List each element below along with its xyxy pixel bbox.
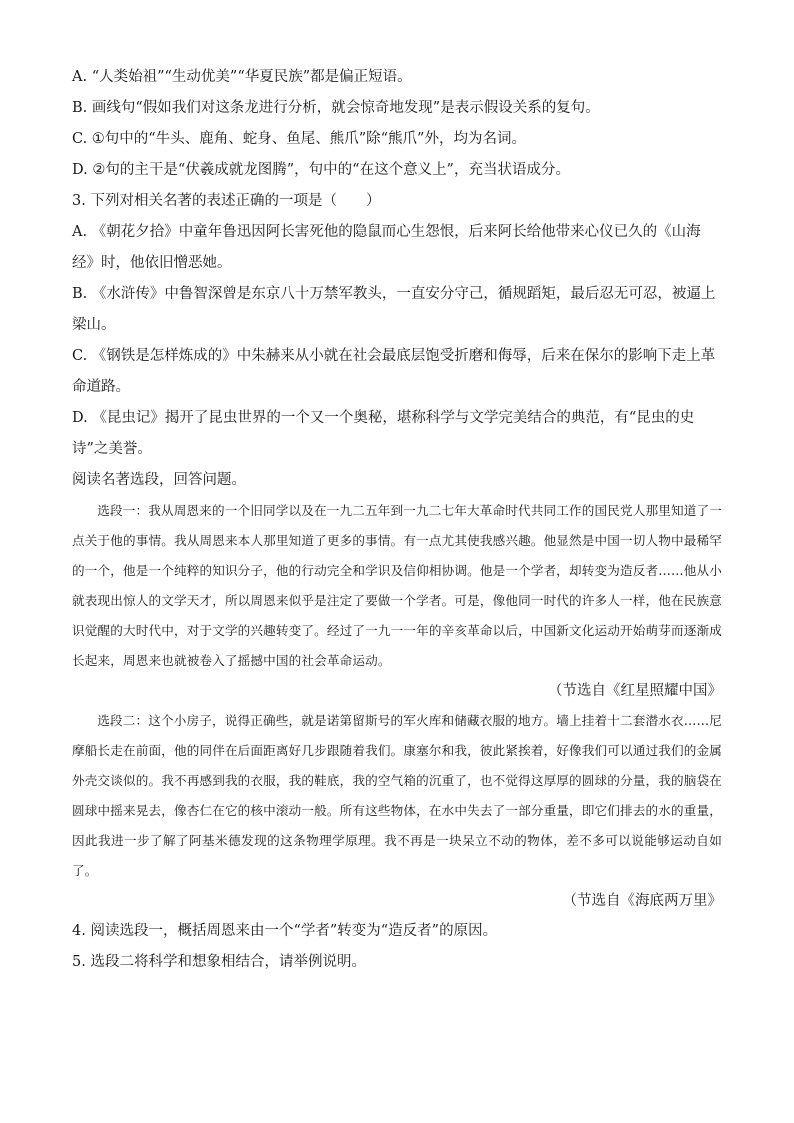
q3-option-d: D. 《昆虫记》揭开了昆虫世界的一个又一个奥秘，堪称科学与文学完美结合的典范，有“昆虫的史诗”之美誉。 (72, 410, 695, 457)
q3-option-b: B. 《水浒传》中鲁智深曾是东京八十万禁军教头，一直安分守己，循规蹈矩，最后忍无可忍，被逼上梁山。 (72, 286, 716, 333)
q2-option-a: A. “人类始祖”“生动优美”“华夏民族”都是偏正短语。 (72, 69, 412, 85)
q3-option-a: A. 《朝花夕拾》中童年鲁迅因阿长害死他的隐鼠而心生怨恨，后来阿长给他带来心仪已久的《山海经》时，他依旧憎恶她。 (72, 224, 701, 271)
question-3 (72, 186, 722, 465)
question-2-options (72, 62, 722, 186)
q3-option-c: C. 《钢铁是怎样炼成的》中朱赫来从小就在社会最底层饱受折磨和侮辱，后来在保尔的影响下走上革命道路。 (72, 348, 716, 395)
passage-1-source: （节选自《红星照耀中国》 (548, 683, 722, 699)
question-5: 5. 选段二将科学和想象相结合，请举例说明。 (72, 954, 366, 970)
passage-2: 选段二：这个小房子，说得正确些，就是诺第留斯号的军火库和储藏衣服的地方。墙上挂着十二套潜水衣……尼摩船长走在前面，他的同伴在后面距离好几步跟随着我们。康塞尔和我，彼此紧挨着，好像我们可以通过我们的金属外壳交谈似的。我不再感到我的衣服，我的鞋底，我的空气箱的沉重了，也不觉得这厚厚的圆球的分量，我的脑袋在圆球中摇来晃去，像杏仁在它的核中滚动一般。所有这些物体，在水中失去了一部分重量，即它们排去的水的重量，因此我进一步了解了阿基米德发现的这条物理学原理。我不再是一块呆立不动的物体，差不多可以说能够运动自如了。 (72, 713, 722, 878)
reading-intro: 阅读名著选段，回答问题。 (72, 472, 246, 488)
q2-option-b: B. 画线句“假如我们对这条龙进行分析，就会惊奇地发现”是表示假设关系的复句。 (72, 100, 600, 116)
q3-stem: 3. 下列对相关名著的表述正确的一项是（ ） (72, 193, 381, 209)
question-4: 4. 阅读选段一，概括周恩来由一个“学者”转变为“造反者”的原因。 (72, 923, 498, 939)
q2-option-c: C. ①句中的“牛头、鹿角、蛇身、鱼尾、熊爪”除“熊爪”外，均为名词。 (72, 131, 526, 147)
reading-section (72, 465, 722, 978)
q2-option-d: D. ②句的主干是“伏羲成就龙图腾”，句中的“在这个意义上”，充当状语成分。 (72, 162, 570, 178)
passage-1: 选段一：我从周恩来的一个旧同学以及在一九二五年到一九二七年大革命时代共同工作的国民党人那里知道了一点关于他的事情。我从周恩来本人那里知道了更多的事情。有一点尤其使我感兴趣。他显然是中国一切人物中最稀罕的一个，他是一个纯粹的知识分子，他的行动完全和学识及信仰相协调。他是一个学者，却转变为造反者……他从小就表现出惊人的文学天才，所以周恩来似乎是注定了要做一个学者。可是，像他同一时代的许多人一样，他在民族意识觉醒的大时代中，对于文学的兴趣转变了。经过了一九一一年的辛亥革命以后，中国新文化运动开始萌芽而逐渐成长起来，周恩来也就被卷入了摇撼中国的社会革命运动。 (72, 503, 722, 668)
passage-2-source: （节选自《海底两万里》 (562, 893, 722, 909)
